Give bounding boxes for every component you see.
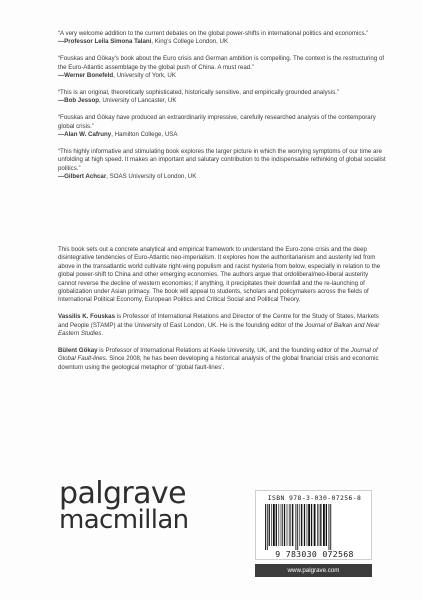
endorsement-attribution	[58, 173, 388, 181]
author-bio-text: is Professor of International Relations at Keele University, UK, and the founding editor of the	[97, 347, 351, 355]
logo-line-palgrave: palgrave	[59, 476, 186, 511]
author-bio-text: . Since 2008, he has been developing a historical analysis of the global financial crisis and economic downturn using the geological metaphor of ‘global fault-lines’.	[58, 355, 379, 371]
endorsement	[58, 114, 388, 139]
barcode-bars	[262, 504, 367, 550]
barcode-digits: 9 783030 072568	[275, 549, 354, 559]
endorser-name: —Bob Jessop	[58, 97, 99, 105]
journal-title: Journal of Global Fault-lines	[58, 347, 378, 363]
endorsement-attribution	[58, 97, 388, 105]
endorsement-attribution	[58, 72, 388, 80]
endorser-affiliation: , King’s College London, UK	[151, 38, 229, 46]
endorser-name: —Gilbert Achcar	[58, 173, 107, 181]
logo-line-macmillan: macmillan	[59, 505, 189, 535]
endorser-name: —Alan W. Cafruny	[58, 131, 112, 139]
author-bio-text: is Professor of International Relations and Director of the Centre for the Study of States, Markets and People (STAMP) at the University of East London, UK. He is the founding editor of the	[58, 313, 379, 329]
endorser-affiliation: , University of Lancaster, UK	[98, 97, 177, 105]
endorser-name: —Werner Bonefeld	[58, 72, 114, 80]
endorsement-quote: “Fouskas and Gökay have produced an extraordinarily impressive, carefully researched analysis of the contemporary global crisis.”	[58, 114, 376, 130]
author-bio-text: .	[101, 330, 104, 338]
endorsement-quote: “This is an original, theoretically sophisticated, historically sensitive, and empirically grounded analysis.”	[58, 89, 339, 97]
publisher-website[interactable]: www.palgrave.com	[255, 564, 372, 577]
endorsement-quote: “Fouskas and Gökay’s book about the Euro crisis and German ambition is compelling. The context is the restructuring of the Euro-Atlantic assemblage by the global push of China. A must read.”	[58, 55, 385, 71]
endorser-affiliation: , Hamilton College, USA	[111, 131, 178, 139]
endorsement	[58, 148, 388, 182]
author-name: Bülent Gökay	[58, 347, 98, 355]
endorsement-quote: “A very welcome addition to the current debates on the global power-shifts in international politics and economics.”	[58, 30, 369, 37]
endorsement	[58, 30, 388, 47]
author-name: Vassilis K. Fouskas	[58, 313, 116, 321]
isbn-barcode	[255, 490, 372, 560]
endorsement	[58, 55, 388, 80]
endorsement	[58, 89, 388, 106]
book-description: This book sets out a concrete analytical and empirical framework to understand the Euro-zone crisis and the deep disintegrative tendencies of Euro-Atlantic neo-imperialism. It explores how the authoritarianism and austerity led from above in the transatlantic world cultivate right-wing populism and racist hysteria from below, especially in relation to the global power-shift to China and other emerging economies. The authors argue that ordoliberal/neo-liberal austerity cannot reverse the decline of western economies; if anything, it precipitates their downfall and the re-launching of globalization under Asian primacy. The book will appeal to students, scholars and policymakers across the fields of International Political Economy, European Politics and Critical Social and Political Theory.	[58, 246, 381, 304]
publisher-logo	[59, 476, 189, 535]
endorser-name: —Professor Leila Simona Talani	[58, 38, 152, 46]
endorsement-quote: “This highly informative and stimulating book explores the larger picture in which the worrying symptoms of our time are unfolding at high speed. It makes an important and salutary contribution to the indispensable rethinking of global socialist politics.”	[58, 148, 386, 172]
journal-title: Journal of Balkan and Near Eastern Studies	[58, 321, 380, 338]
author-bio	[58, 313, 388, 338]
isbn-label: ISBN 978-3-030-07256-8	[267, 494, 362, 502]
book-description-section	[58, 246, 388, 381]
author-bio	[58, 347, 388, 372]
endorser-affiliation: , SOAS University of London, UK	[106, 173, 197, 181]
endorser-affiliation: , University of York, UK	[113, 72, 176, 80]
endorsement-attribution	[58, 131, 388, 139]
endorsement-attribution	[58, 38, 388, 46]
endorsements	[58, 30, 388, 190]
